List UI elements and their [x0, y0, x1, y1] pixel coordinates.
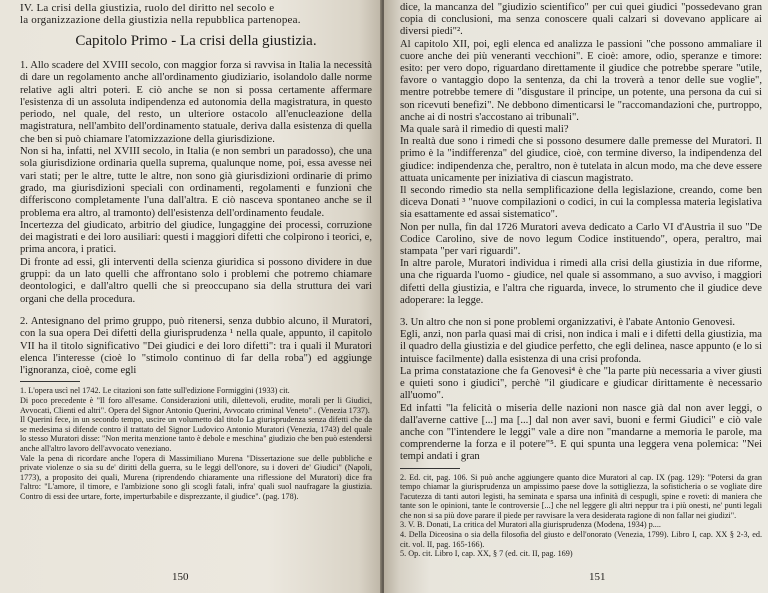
paragraph: La prima constatazione che fa Genovesi⁴ è che "la parte più necessaria a viver giusti e quieti sono i giudici", perchè "il giudicare e giudicar dirittamente è necessario all'uomo". — [400, 365, 762, 402]
paragraph: Di fronte ad essi, gli interventi della scienza giuridica si possono dividere in due gruppi: da un lato quelli che affrontano solo i problemi che potremo chiamare deontologici, e dall'altro quelli che si preoccupano sia della struttura dei vari organi che della procedura. — [20, 256, 372, 305]
paragraph: Ed infatti "la felicità o miseria delle nazioni non nasce già dal non aver leggi, o dall'averne cattive [...] ma [...] dal non aver savi, buoni e fermi Giudici" e ciò vale anche con "l'intendere le leggi" vale a dire non "mandarne a memoria le parole, ma comprenderne la forza e il potere"⁵. E qui spunta una leggera vena polemica: "Nei tempi andati i gran — [400, 402, 762, 463]
right-body-text — [400, 2, 762, 464]
left-footnotes — [20, 386, 372, 501]
paragraph: 1. Allo scadere del XVIII secolo, con maggior forza si ravvisa in Italia la necessità di dare un regolamento anche all'ordinamento giudiziario, isolandolo dalle norme relative agli altri poteri. E ciò anche se non si possa certamente affermare l'esistenza di un assoluta indipendenza ed autonomia della magistratura, in questo periodo, nel quale, del resto, un ulteriore ostacolo all'enucleazione della magistratura, nell'ambito dell'ordinamento statuale, deriva dalla esistenza di quella che ben si può chiamare l'atomizzazione della giurisdizione. — [20, 60, 372, 145]
footnote-divider — [400, 468, 460, 469]
paragraph: 3. Un altro che non si pone problemi organizzativi, è l'abate Antonio Genovesi. — [400, 317, 736, 329]
footnote: Vale la pena di ricordare anche l'opera di Massimiliano Murena "Dissertazione sue delle pubbliche e private violenze o sia su de' diritti della guerra, su le leggi dell'onore, su i doveri de' Giudici" (Napoli, 1773), a proposito dei quali, Murena (riprendendo chiaramente una riflessione del Muratori) dice fra l'altro: "L'amore, il timore, e l'ambizione sono gli scogli fatali, infra' quali suol naufragare la giustizia. Contro di essi dee urtare, forte, imperturbabile e disprezzante, il giudice". (pag. 178). — [20, 453, 372, 501]
footnote: 5. Op. cit. Libro I, cap. XX, § 7 (ed. cit. II, pag. 169) — [400, 549, 573, 559]
footnote: Il Querini fece, in un secondo tempo, uscire un volumetto dal titolo La giurisprudenza senza difetti che da se medesima si difende contro il trattato del Signor Ludovico Antonio Muratori (Venezia, 1743) del quale lo stesso Muratori disse: "Non merita menzione tanto è debole e meschina" giudizio che ben può estendersi anche all'altro lavoro dell'avvocato veneziano. — [20, 415, 372, 453]
footnote: 3. V. B. Donati, La critica del Muratori alla giurisprudenza (Modena, 1934) p.... — [400, 520, 661, 530]
footnote: 2. Ed. cit, pag. 106. Si può anche aggiungere quanto dice Muratori al cap. IX (pag. 129): "Potersi da gran tempo chiamar la giurisprudenza un ampissimo paese dove la sottigliezza, la sofisticheria o se vogliate dire l'acutezza di tanti autori legisti, ha seminata e sparsa una infinità di cespugli, spine e roveti: di maniera che tante son le opinioni, tante le controversie [...] che nel leggere gli altri neppur tra i più onesti, ne' punti legali che non si sa più dove parare il piede per ravvisare la vera desiderata ragione di non fallar nei giudizi". — [400, 472, 762, 520]
paragraph: Non si ha, infatti, nel XVIII secolo, in Italia (e non sembri un paradosso), che una sola giurisdizione ordinaria quella suprema, qualunque nome, poi, essa avesse nei vari stati; per le altre, tutte le altre, non sono già giurisdizioni ordinarie di primo grado, ma giurisdizioni speciali con ordinamenti, regolamenti e funzioni che differiscono completamente l'una dall'altra. E ciò nasceva spontaneo anche se il problema era altro, al tramonto) dell'esistenza dell'ordinamento feudale. — [20, 146, 372, 219]
paragraph: Incertezza del giudicato, arbitrio del giudice, lungaggine dei processi, corruzione dei magistrati e dei loro ausiliari: questi i maggiori difetti che colpirono i teorici, e, prima ancora, i pratici. — [20, 219, 372, 256]
chapter-title: Capitolo Primo - La crisi della giustizia. — [75, 33, 317, 49]
paragraph: dice, la mancanza del "giudizio scientifico" per cui quei giudici "possedevano gran copia di conclusioni, ma senza conoscere quali calzari si dovevano applicare ai diversi piedi"². — [400, 2, 762, 38]
paragraph: Non per nulla, fin dal 1726 Muratori aveva dedicato a Carlo VI d'Austria il suo "De Codice Carolino, sive de novo legum Codice instituendo", opera, peraltro, mai stampata "per vari riguardi". — [400, 221, 762, 258]
paragraph: In altre parole, Muratori individua i rimedi alla crisi della giustizia in due riforme, una che riguarda l'uomo - giudice, nel quale si assommano, a suo avviso, i maggiori difetti della giustizia, e l'altra che riguarda, invece, lo strumento che il giudice deve adoperare: la legge. — [400, 258, 762, 306]
chapter-header — [20, 2, 372, 26]
left-page — [0, 0, 382, 593]
page-number: 150 — [172, 571, 189, 583]
chapter-header-line-2: la organizzazione della giustizia nella repubblica partenopea. — [20, 14, 301, 26]
paragraph: 2. Antesignano del primo gruppo, può ritenersi, senza dubbio alcuno, il Muratori, con la sua opera Dei difetti della giurisprudenza ¹ nella quale, appunto, il capitolo VII ha il titolo significativo "Dei giudici e dei loro difetti": tra i quali il Muratori elenca l'interesse (cioè lo "stimolo continuo di far della roba") ed aggiunge l'ignoranza, cioè, come egli — [20, 315, 372, 377]
chapter-header-line-1: IV. La crisi della giustizia, ruolo del diritto nel secolo e — [20, 2, 275, 14]
paragraph: Il secondo rimedio sta nella semplificazione della legislazione, creando, come ben diceva Donati ³ "nuove compilazioni o codici, in cui la complessa materia legislativa sia esattamente ed assai sistematico". — [400, 185, 762, 221]
paragraph: Al capitolo XII, poi, egli elenca ed analizza le passioni "che possono ammaliare il cuore anche dei più veneranti vecchioni". E cioè: amore, odio, speranze e timore: esito: per vero dopo, riguardano direttamente il giudice che potrebbe sperare "utile, favore o vantaggio dopo la sentenza, da chi la troverà a tenor delle sue voglie", mentre potrebbe temere di "disgustare il principe, un potente, una persona da cui si son ricevuti benefizi". Ne debbono dimenticarsi le "raccomandazioni che, purtroppo, anche ai di nostri s'accostano ai tribunali". — [400, 38, 762, 123]
footnote-divider — [20, 381, 80, 382]
page-number: 151 — [589, 571, 606, 583]
right-page — [384, 0, 768, 593]
paragraph: In realtà due sono i rimedi che si possono desumere dalle premesse del Muratori. Il primo è la "indifferenza" del giudice, cioè, con termine diverso, la indipendenza del giudice: indipendenza che, peraltro, non è tutelata in alcun modo, ma che deve essere attuata unicamente per iniziativa di ciascun magistrato. — [400, 136, 762, 184]
footnote: Di poco precedente è "Il foro all'esame. Considerazioni utili, dilettevoli, erudite, morali per li Giudici, Avvocati, Clienti ed altri". Opera del Signor Antonio Querini, Avvocato criminal Veneto" . (Venezia 1737). — [20, 396, 372, 415]
right-footnotes — [400, 473, 762, 559]
paragraph: Ma quale sarà il rimedio di questi mali? — [400, 124, 569, 136]
left-body-text — [20, 60, 372, 377]
paragraph: Egli, anzi, non parla quasi mai di crisi, non indica i mali e i difetti della giustizia, ma il quadro della giustizia e del giudice perfetto, che egli delinea, nasce appunto (e lo si intuisce facilmente) dalla esistenza di una crisi profonda. — [400, 329, 762, 365]
footnote: 4. Della Diceosina o sia della filosofia del giusto e dell'onorato (Venezia, 1799). Libro I, cap. XX § 2-3, ed. cit. vol. II, pag. 165-166). — [400, 530, 762, 549]
footnote: 1. L'opera uscì nel 1742. Le citazioni son fatte sull'edizione Formiggini (1933) cit. — [20, 386, 290, 396]
